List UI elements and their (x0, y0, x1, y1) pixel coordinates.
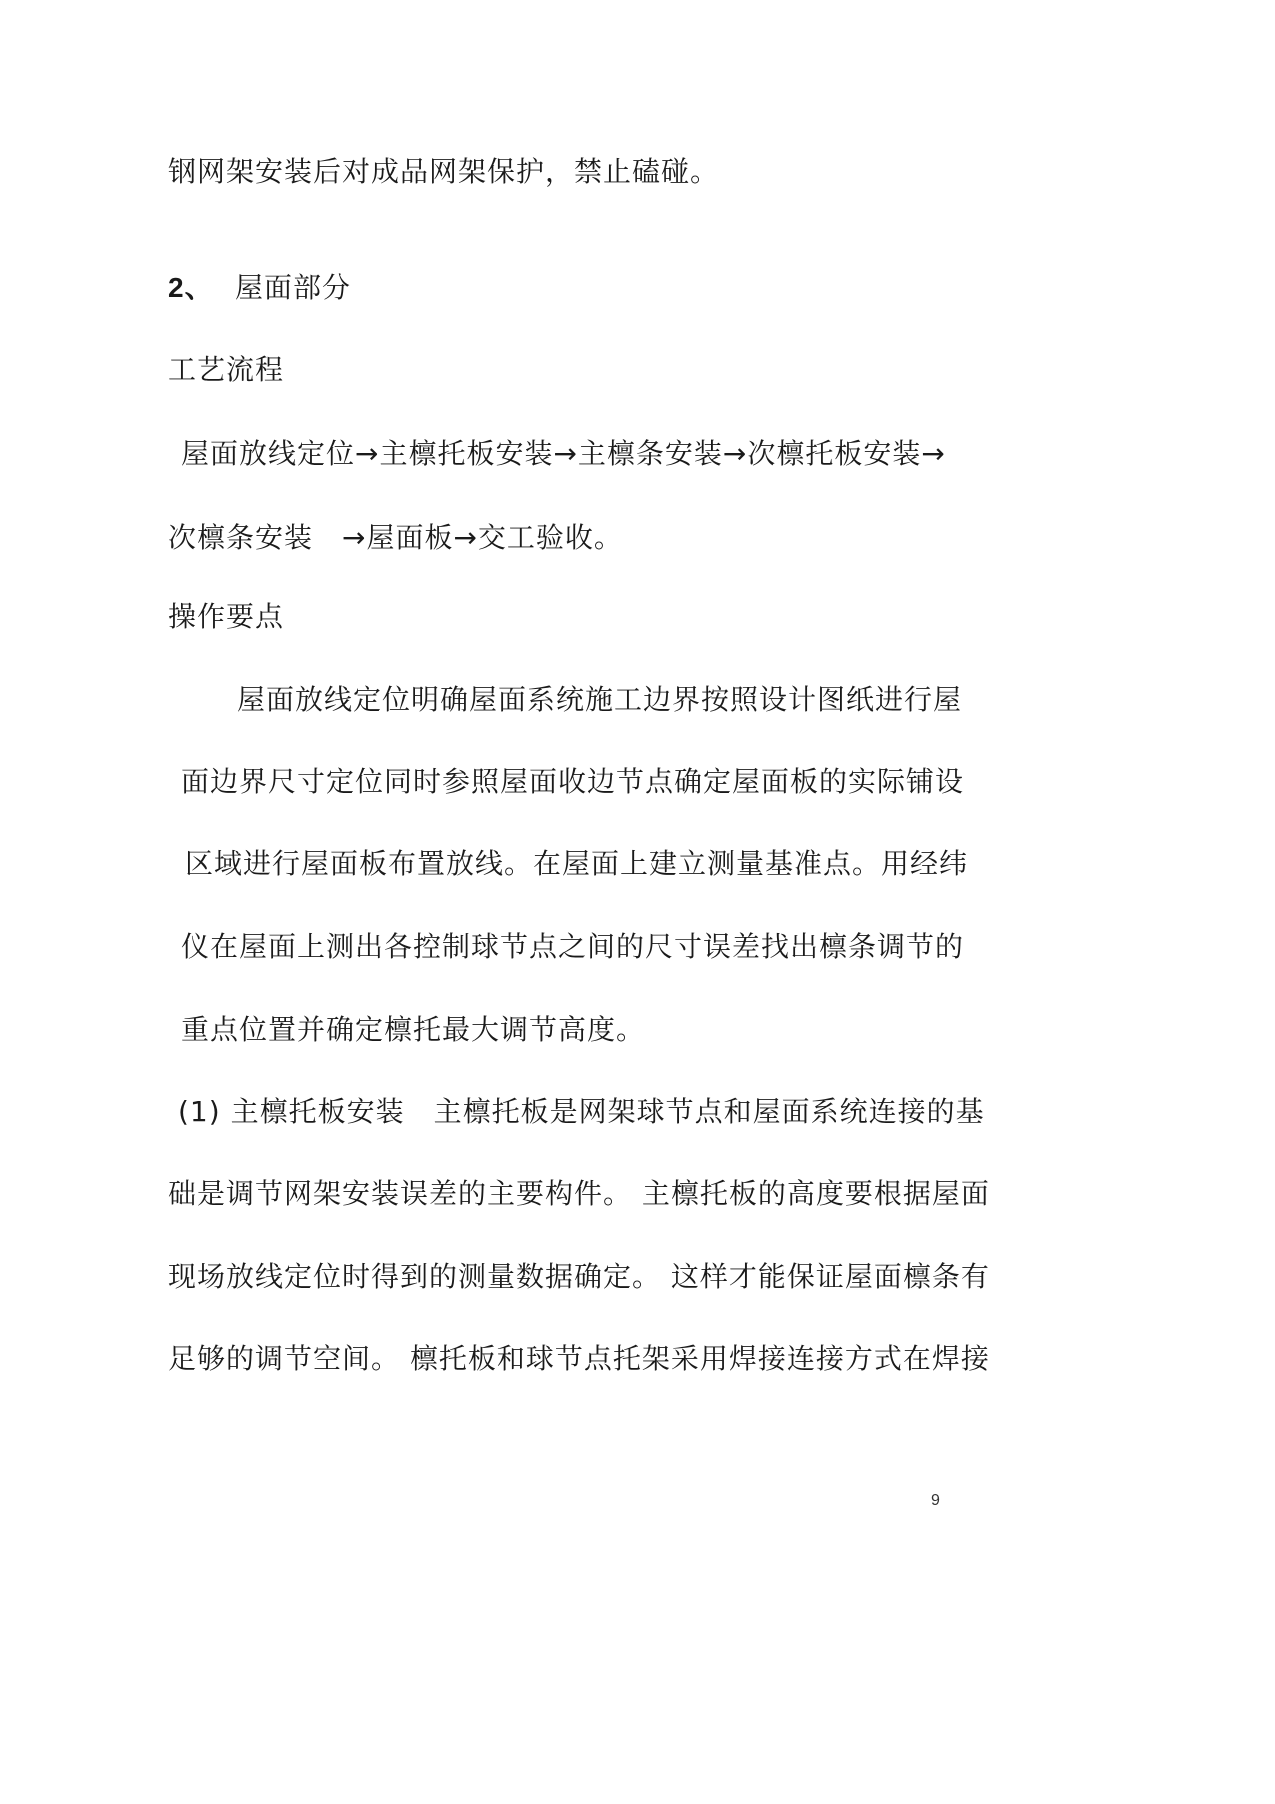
subheading-process: 工艺流程 (168, 353, 285, 386)
process-flow-line-1: 屋面放线定位→主檩托板安装→主檩条安装→次檩托板安装→ (181, 437, 946, 470)
paragraph-line-6: 重点位置并确定檩托最大调节高度。 (181, 1013, 646, 1046)
paragraph-line-1: 钢网架安装后对成品网架保护，禁止磕碰。 (168, 155, 720, 188)
paragraph-line-4: 区域进行屋面板布置放线。在屋面上建立测量基准点。用经纬 (185, 847, 969, 880)
paragraph-line-9: 现场放线定位时得到的测量数据确定。 这样才能保证屋面檩条有 (168, 1260, 990, 1293)
paragraph-line-7: (1) 主檩托板安装 主檩托板是网架球节点和屋面系统连接的基 (178, 1095, 985, 1128)
paragraph-line-8: 础是调节网架安装误差的主要构件。 主檩托板的高度要根据屋面 (168, 1177, 990, 1210)
page-number: 9 (931, 1492, 940, 1509)
paragraph-line-2: 屋面放线定位明确屋面系统施工边界按照设计图纸进行屋 (237, 683, 963, 716)
subheading-key-points: 操作要点 (168, 600, 285, 633)
paragraph-line-5: 仪在屋面上测出各控制球节点之间的尺寸误差找出檩条调节的 (181, 930, 965, 963)
section-number: 2、 (168, 272, 214, 303)
paragraph-line-3: 面边界尺寸定位同时参照屋面收边节点确定屋面板的实际铺设 (181, 765, 965, 798)
section-heading: 屋面部分 (235, 271, 352, 304)
process-flow-line-2: 次檩条安装 →屋面板→交工验收。 (168, 521, 623, 554)
paragraph-line-10: 足够的调节空间。 檩托板和球节点托架采用焊接连接方式在焊接 (168, 1342, 990, 1375)
